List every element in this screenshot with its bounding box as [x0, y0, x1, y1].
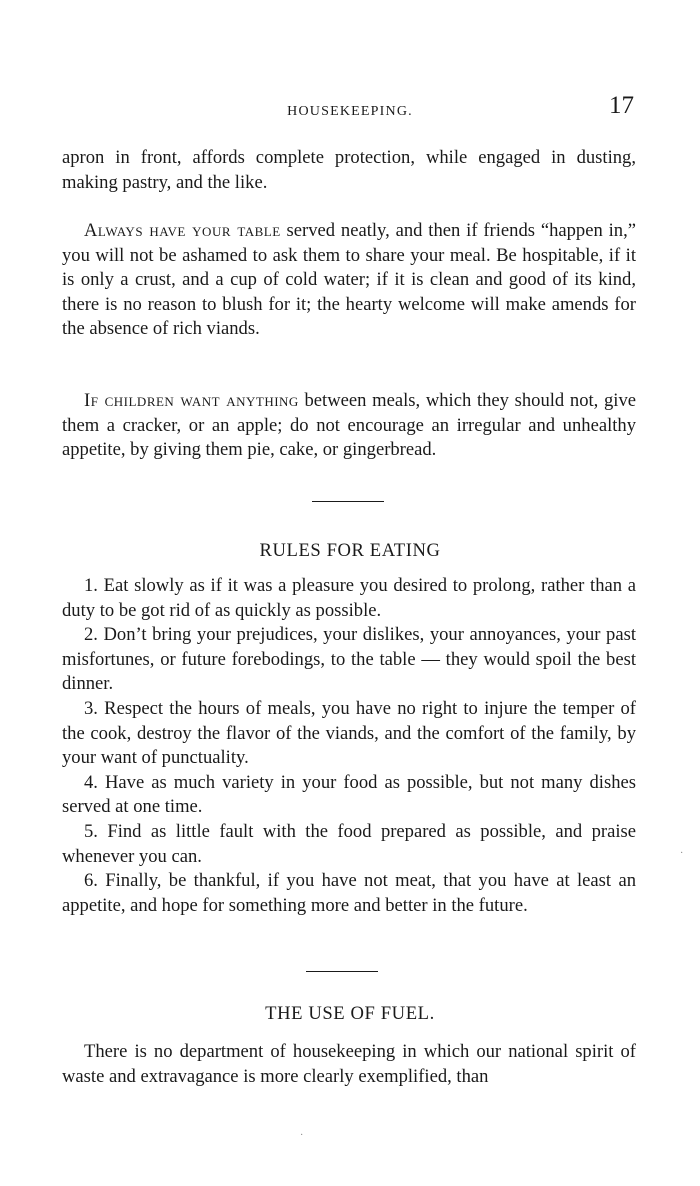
paragraph-children-body: between meals, which they should not, give them a cracker, or an apple; do not encourage an irregular and unhealthy appetite, by giving them pie, cake, or gingerbread.: [62, 390, 637, 461]
paragraph-fuel: [62, 1040, 636, 1089]
heading-rules-for-eating: RULES FOR EATING: [259, 540, 441, 561]
paragraph-table-lead: Always have your table: [84, 220, 281, 241]
paragraph-fuel-text: There is no department of housekeeping in which our national spirit of waste and extravagance is more clearly exemplified, than: [62, 1041, 636, 1087]
paragraph-apron-text: apron in front, affords complete protection, while engaged in dusting, making pastry, and the like.: [62, 147, 636, 193]
paragraph-apron: [62, 146, 636, 195]
section-divider-2: [306, 971, 378, 972]
rule-item-2: 2. Don’t bring your prejudices, your dislikes, your annoyances, your past misfortunes, or future forebodings, to the table — they would spoil the best dinner.: [62, 624, 636, 695]
rules-list: [62, 574, 636, 918]
paper-speck: ·: [680, 848, 684, 859]
paragraph-table-body: served neatly, and then if friends “happen in,” you will not be ashamed to ask them to share your meal. Be hospitable, if it is only a crust, and a cup of cold water; if it is clean and good of its kind, there is no reason to blush for it; the hearty welcome will make amends for the absence of rich viands.: [62, 220, 636, 340]
rule-item-5: 5. Find as little fault with the food prepared as possible, and praise whenever you can.: [62, 820, 636, 867]
rule-item-1: 1. Eat slowly as if it was a pleasure you desired to prolong, rather than a duty to be got rid of as quickly as possible.: [62, 575, 636, 621]
heading-use-of-fuel: THE USE OF FUEL.: [265, 1003, 435, 1024]
paragraph-table-text: [62, 219, 636, 342]
paragraph-table: [62, 219, 636, 342]
page-number: 17: [609, 92, 634, 119]
paragraph-children: [62, 389, 636, 463]
paragraph-children-text: [62, 389, 636, 463]
rule-item-6: 6. Finally, be thankful, if you have not meat, that you have at least an appetite, and hope for something more and better in the future.: [62, 870, 636, 916]
paper-speck: ·: [300, 1130, 304, 1141]
section-divider-1: [312, 501, 384, 502]
rule-item-3: 3. Respect the hours of meals, you have no right to injure the temper of the cook, destroy the flavor of the viands, and the comfort of the family, by your want of punctuality.: [62, 697, 636, 769]
rule-item-4: 4. Have as much variety in your food as possible, but not many dishes served at one time.: [62, 771, 636, 818]
paragraph-children-lead: If children want anything: [84, 390, 299, 411]
running-head: HOUSEKEEPING.: [287, 104, 413, 119]
